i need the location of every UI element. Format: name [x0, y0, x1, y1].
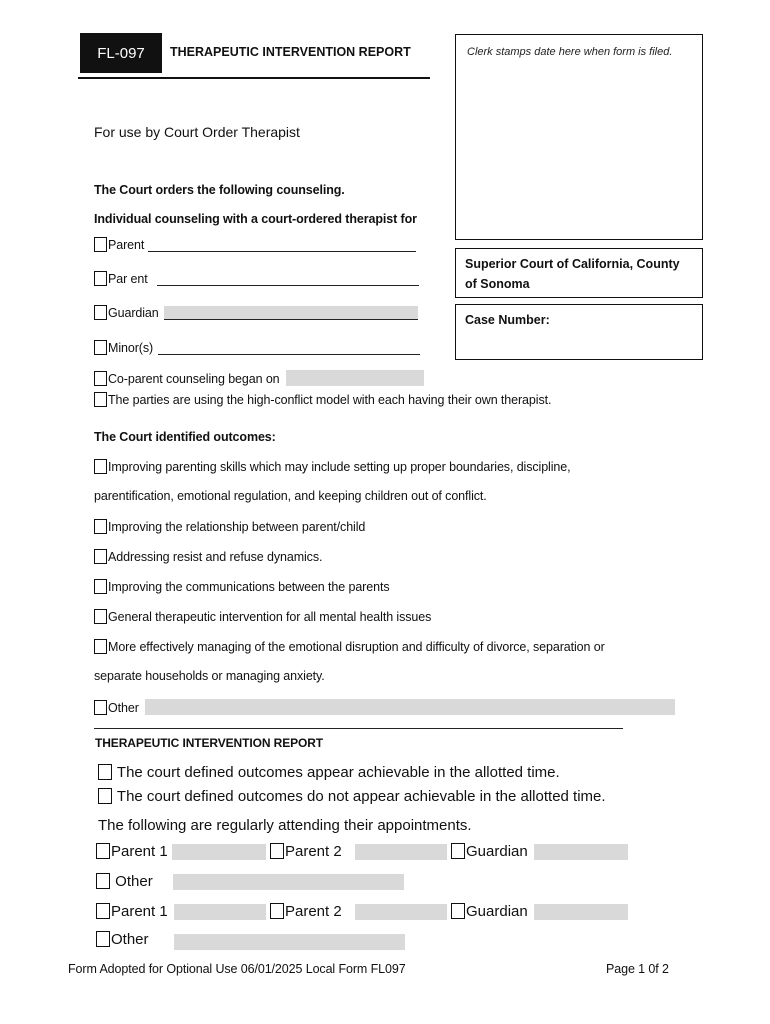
outcomes-heading: The Court identified outcomes:: [94, 430, 276, 444]
high-conflict-checkbox[interactable]: [94, 392, 107, 407]
minors-row: [94, 340, 420, 355]
clerk-stamp-text: Clerk stamps date here when form is filed.: [467, 46, 673, 58]
outcome2-row: [94, 519, 365, 534]
court-name-box: [455, 248, 703, 298]
attendance-parent2-a-field[interactable]: [355, 844, 447, 860]
individual-heading: Individual counseling with a court-ordered therapist for: [94, 212, 417, 226]
attendance-parent2-b-label: Parent 2: [285, 903, 342, 920]
attendance-parent2-a-label: Parent 2: [285, 843, 342, 860]
attendance-other-a-checkbox[interactable]: [96, 873, 110, 889]
footer-form-info: Form Adopted for Optional Use 06/01/2025 Local Form FL097: [68, 962, 406, 976]
minors-label: Minor(s): [108, 341, 154, 355]
attendance-other-b-field[interactable]: [174, 934, 405, 950]
footer-page-number: Page 1 0f 2: [606, 962, 669, 976]
use-by-text: For use by Court Order Therapist: [94, 124, 300, 140]
achievable-checkbox[interactable]: [98, 764, 112, 780]
outcome4-checkbox[interactable]: [94, 579, 107, 594]
parent1-checkbox[interactable]: [94, 237, 107, 252]
attendance-parent1-a-label: Parent 1: [111, 843, 168, 860]
form-number-badge: [80, 33, 162, 73]
coparent-checkbox[interactable]: [94, 371, 107, 386]
attendance-guardian-a-field[interactable]: [534, 844, 628, 860]
outcome3-row: [94, 549, 322, 564]
guardian-checkbox[interactable]: [94, 305, 107, 320]
guardian-label: Guardian: [108, 306, 159, 320]
outcome1-text-cont: parentification, emotional regulation, and keeping children out of conflict.: [94, 489, 487, 503]
parent2-line[interactable]: [157, 272, 419, 286]
attendance-other-b-checkbox[interactable]: [96, 931, 110, 947]
attendance-parent2-a-checkbox[interactable]: [270, 843, 284, 859]
outcome3-checkbox[interactable]: [94, 549, 107, 564]
outcome4-row: [94, 579, 389, 594]
attendance-parent1-b: [96, 903, 168, 920]
guardian-field[interactable]: [164, 306, 418, 320]
clerk-stamp-box: [455, 34, 703, 240]
outcome5-row: [94, 609, 431, 624]
parent1-row: [94, 237, 416, 252]
parent1-label: Parent: [108, 238, 145, 252]
case-number-box[interactable]: [455, 304, 703, 360]
outcome6-text-cont: separate households or managing anxiety.: [94, 669, 325, 683]
outcome5-checkbox[interactable]: [94, 609, 107, 624]
attendance-guardian-b-label: Guardian: [466, 903, 528, 920]
attendance-parent1-b-label: Parent 1: [111, 903, 168, 920]
not-achievable-row: [98, 788, 606, 805]
attendance-parent2-a: [270, 843, 342, 860]
attendance-other-b-label: Other: [111, 931, 149, 948]
header-divider: [78, 77, 430, 79]
court-name: Superior Court of California, County of Sonoma: [465, 257, 680, 291]
attendance-parent1-a-field[interactable]: [172, 844, 266, 860]
attendance-parent1-b-field[interactable]: [174, 904, 266, 920]
form-title: THERAPEUTIC INTERVENTION REPORT: [170, 45, 411, 59]
section-divider: [94, 728, 623, 729]
outcome1-row: [94, 459, 570, 474]
parent2-checkbox[interactable]: [94, 271, 107, 286]
outcome2-checkbox[interactable]: [94, 519, 107, 534]
attendance-parent2-b: [270, 903, 342, 920]
outcome6-text: More effectively managing of the emotional disruption and difficulty of divorce, separation or: [108, 640, 605, 654]
attendance-guardian-a: [451, 843, 528, 860]
outcome2-text: Improving the relationship between parent/child: [108, 520, 366, 534]
outcome-other-row: [94, 699, 675, 715]
outcome3-text: Addressing resist and refuse dynamics.: [108, 550, 323, 564]
attendance-guardian-a-checkbox[interactable]: [451, 843, 465, 859]
attendance-other-a-label: Other: [115, 873, 153, 890]
attendance-guardian-b: [451, 903, 528, 920]
attendance-parent1-a: [96, 843, 168, 860]
parent2-label: Par ent: [108, 272, 148, 286]
attendance-other-a-field[interactable]: [173, 874, 404, 890]
not-achievable-text: The court defined outcomes do not appear achievable in the allotted time.: [116, 788, 606, 805]
attendance-parent2-b-field[interactable]: [355, 904, 447, 920]
case-number-label: Case Number:: [465, 313, 550, 327]
achievable-text: The court defined outcomes appear achievable in the allotted time.: [116, 764, 560, 781]
achievable-row: [98, 764, 560, 781]
outcome5-text: General therapeutic intervention for all mental health issues: [108, 610, 432, 624]
parent2-row: [94, 271, 419, 286]
outcome4-text: Improving the communications between the parents: [108, 580, 390, 594]
outcome6-checkbox[interactable]: [94, 639, 107, 654]
outcome-other-label: Other: [108, 701, 139, 715]
outcome1-checkbox[interactable]: [94, 459, 107, 474]
minors-checkbox[interactable]: [94, 340, 107, 355]
high-conflict-row: [94, 392, 551, 407]
outcome6-row: [94, 639, 605, 654]
minors-line[interactable]: [158, 341, 420, 355]
outcome1-text: Improving parenting skills which may include setting up proper boundaries, discipline,: [108, 460, 571, 474]
attendance-parent1-a-checkbox[interactable]: [96, 843, 110, 859]
attendance-guardian-b-field[interactable]: [534, 904, 628, 920]
outcome-other-field[interactable]: [145, 699, 675, 715]
outcome-other-checkbox[interactable]: [94, 700, 107, 715]
guardian-row: [94, 305, 418, 320]
coparent-row: [94, 370, 424, 386]
coparent-date-field[interactable]: [286, 370, 424, 386]
attendance-guardian-a-label: Guardian: [466, 843, 528, 860]
coparent-label: Co-parent counseling began on: [108, 372, 280, 386]
not-achievable-checkbox[interactable]: [98, 788, 112, 804]
attendance-parent1-b-checkbox[interactable]: [96, 903, 110, 919]
attendance-guardian-b-checkbox[interactable]: [451, 903, 465, 919]
attendance-parent2-b-checkbox[interactable]: [270, 903, 284, 919]
high-conflict-label: The parties are using the high-conflict model with each having their own therapist.: [108, 393, 552, 407]
attendance-other-a: [96, 873, 153, 890]
attending-heading: The following are regularly attending their appointments.: [98, 817, 472, 834]
form-number: FL-097: [97, 44, 145, 62]
attendance-other-b: [96, 931, 149, 948]
report-heading: THERAPEUTIC INTERVENTION REPORT: [95, 736, 324, 750]
orders-heading: The Court orders the following counseling.: [94, 183, 345, 197]
parent1-line[interactable]: [148, 238, 416, 252]
